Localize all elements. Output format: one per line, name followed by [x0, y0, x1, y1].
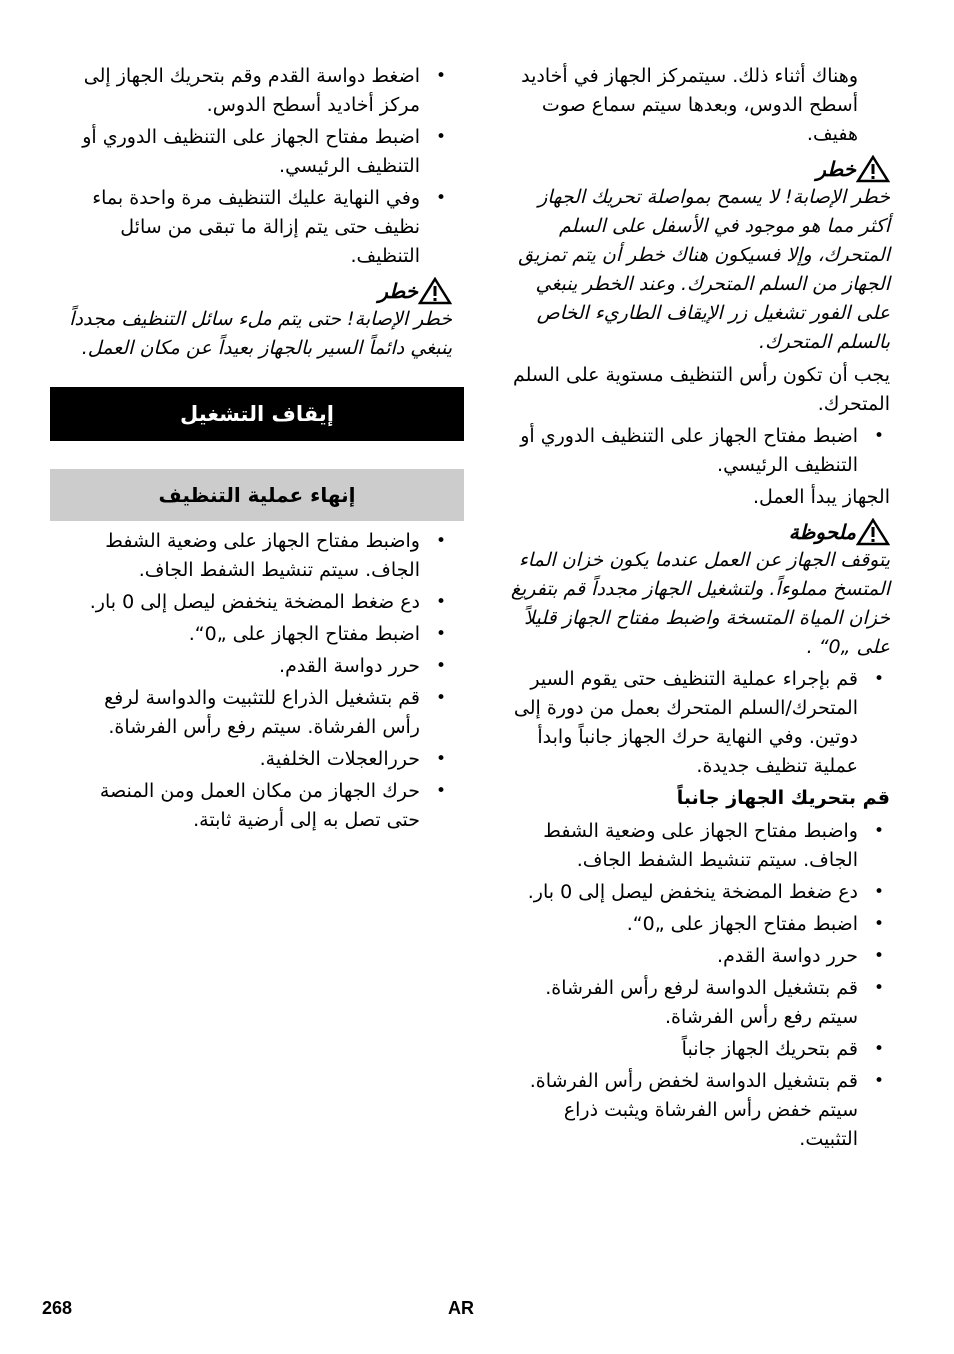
note-title: ملحوظة: [788, 520, 856, 544]
subsection-heading: إنهاء عملية التنظيف: [50, 469, 464, 521]
list-item: • اضغط دواسة القدم وقم بتحريك الجهاز إلى مركز أخاديد أسطح الدوس.: [62, 62, 452, 120]
list-item: • اضبط مفتاح الجهاز على التنظيف الدوري أو التنظيف الرئيسي.: [502, 422, 890, 480]
list-item: • اضبط مفتاح الجهاز على „0“.: [62, 620, 452, 649]
danger-text: خطر الإصابة! حتى يتم ملء سائل التنظيف مجدداً ينبغي دائماً السير بالجهاز بعيداً عن مكان العمل.: [69, 308, 452, 359]
list-item: • اضبط مفتاح الجهاز على „0“.: [502, 910, 890, 939]
list-item: • حرر دواسة القدم.: [502, 942, 890, 971]
move-side-steps: [502, 817, 890, 1154]
cleaning-list: [502, 665, 890, 781]
list-item: • قم بتشغيل الدواسة لخفض رأس الفرشاة. سيتم خفض رأس الفرشاة ويثبت ذراع التثبيت.: [502, 1067, 890, 1154]
device-starts-text: الجهاز يبدأ العمل.: [752, 486, 890, 508]
list-item: • قم بتشغيل الذراع للتثبيت والدواسة لرفع رأس الفرشاة. سيتم رفع رأس الفرشاة.: [62, 684, 452, 742]
note-text: يتوقف الجهاز عن العمل عندما يكون خزان الماء المتسخ مملوءاً. ولتشغيل الجهاز مجدداً قم بتفريغ خزان المياة المتسخة واضبط مفتاح الجهاز قليلاً على „0“ .: [510, 549, 890, 658]
danger-text: خطر الإصابة! لا يسمح بمواصلة تحريك الجهاز أكثر مما هو موجود في الأسفل على السلم المتحرك، وإلا فسيكون هناك خطر أن يتم تمزيق الجهاز من السلم المتحرك. وعند الخطر ينبغي على الفور تشغيل زر الإيقاف الطاريء الخاص بالسلم المتحرك.: [518, 186, 890, 353]
end-cleaning-steps: [62, 527, 452, 835]
list-item: • حررالعجلات الخلفية.: [62, 745, 452, 774]
note-heading: [502, 518, 890, 546]
level-text: يجب أن تكون رأس التنظيف مستوية على السلم المتحرك.: [512, 364, 890, 415]
language-code: AR: [448, 1298, 474, 1318]
danger-title: خطر: [816, 157, 856, 181]
list-item: • وفي النهاية عليك التنظيف مرة واحدة بماء نظيف حتى يتم إزالة ما تبقى من سائل التنظيف.: [62, 184, 452, 271]
list-item: • واضبط مفتاح الجهاز على وضعية الشفط الجاف. سيتم تنشيط الشفط الجاف.: [62, 527, 452, 585]
list-item: • حرك الجهاز من مكان العمل ومن المنصة حتى تصل به إلى أرضية ثابتة.: [62, 777, 452, 835]
list-item: • قم بإجراء عملية التنظيف حتى يقوم السير المتحرك/السلم المتحرك بعمل من دورة إلى دوتين. وفي النهاية حرك الجهاز جانباً وابدأ عملية تنظيف جديدة.: [502, 665, 890, 781]
list-item: • حرر دواسة القدم.: [62, 652, 452, 681]
left-column: [62, 62, 452, 838]
move-side-heading: قم بتحريك الجهاز جانباً: [676, 787, 890, 809]
set-switch-list: [502, 422, 890, 480]
list-item: • دع ضغط المضخة ينخفض ليصل إلى 0 بار.: [502, 878, 890, 907]
danger-heading: [502, 155, 890, 183]
page-number: 268: [42, 1298, 73, 1318]
list-item: • قم بتشغيل الدواسة لرفع رأس الفرشاة. سيتم رفع رأس الفرشاة.: [502, 974, 890, 1032]
list-item: • دع ضغط المضخة ينخفض ليصل إلى 0 بار.: [62, 588, 452, 617]
section-heading: إيقاف التشغيل: [50, 387, 464, 441]
intro-text: وهناك أثناء ذلك. سيتمركز الجهاز في أخاديد أسطح الدوس، وبعدها سيتم سماع صوت هفيف.: [521, 65, 858, 145]
top-steps: [62, 62, 452, 271]
danger-heading: [62, 277, 452, 305]
right-column: [502, 62, 890, 1157]
list-item: • قم بتحريك الجهاز جانباً: [502, 1035, 890, 1064]
warning-triangle-icon: [856, 518, 890, 546]
danger-title: خطر: [378, 279, 418, 303]
list-item: • واضبط مفتاح الجهاز على وضعية الشفط الجاف. سيتم تنشيط الشفط الجاف.: [502, 817, 890, 875]
warning-triangle-icon: [418, 277, 452, 305]
warning-triangle-icon: [856, 155, 890, 183]
list-item: • اضبط مفتاح الجهاز على التنظيف الدوري أو التنظيف الرئيسي.: [62, 123, 452, 181]
